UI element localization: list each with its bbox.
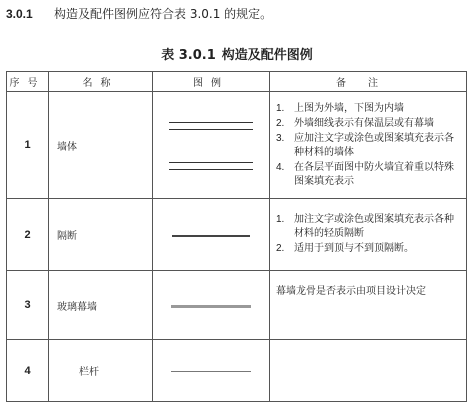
table-row	[7, 92, 467, 199]
row-notes	[270, 199, 467, 271]
curtain-wall-legend	[153, 271, 270, 340]
railing-symbol	[171, 371, 251, 372]
table-title	[0, 44, 474, 63]
note-item: 3. 应加注文字或涂色或图案填充表示各种材料的墙体	[276, 132, 454, 158]
header-name: 名称	[49, 72, 153, 92]
header-legend: 图例	[153, 72, 270, 92]
interior-wall-symbol	[169, 162, 253, 170]
note-item: 1. 上图为外墙，下图为内墙	[276, 102, 404, 114]
table-caption: 构造及配件图例	[221, 48, 313, 63]
header-no: 序号	[7, 72, 49, 92]
table-label: 表 3.0.1	[161, 48, 216, 63]
row-notes	[270, 92, 467, 199]
row-notes: 幕墙龙骨是否表示由项目设计决定	[270, 271, 467, 340]
note-item: 2. 适用于到顶与不到顶隔断。	[276, 243, 414, 254]
clause-number: 3.0.1	[6, 7, 33, 21]
legend-table	[6, 71, 467, 402]
clause-text: 构造及配件图例应符合表 3.0.1 的规定。	[54, 7, 273, 21]
exterior-wall-symbol	[169, 122, 253, 130]
note-item: 4. 在各层平面图中防火墙宜着重以特殊图案填充表示	[276, 161, 454, 187]
header-row	[7, 72, 467, 92]
row-name: 玻璃幕墙	[49, 271, 153, 340]
table-row	[7, 199, 467, 271]
row-number: 3	[7, 271, 49, 340]
note-item: 2. 外墙细线表示有保温层或有幕墙	[276, 117, 434, 129]
row-number: 2	[7, 199, 49, 271]
header-notes: 备注	[270, 72, 467, 92]
row-number: 1	[7, 92, 49, 199]
table-row	[7, 340, 467, 402]
note-item: 1. 加注文字或涂色或图案填充表示各种材料的轻质隔断	[276, 214, 454, 239]
partition-symbol	[172, 235, 250, 237]
row-name: 隔断	[49, 199, 153, 271]
row-name: 栏杆	[49, 340, 153, 402]
railing-legend	[153, 340, 270, 402]
partition-legend	[153, 199, 270, 271]
wall-legend	[153, 92, 270, 199]
clause-line	[6, 5, 272, 22]
row-number: 4	[7, 340, 49, 402]
row-name: 墙体	[49, 92, 153, 199]
curtain-wall-symbol	[171, 305, 251, 308]
table-row	[7, 271, 467, 340]
row-notes	[270, 340, 467, 402]
